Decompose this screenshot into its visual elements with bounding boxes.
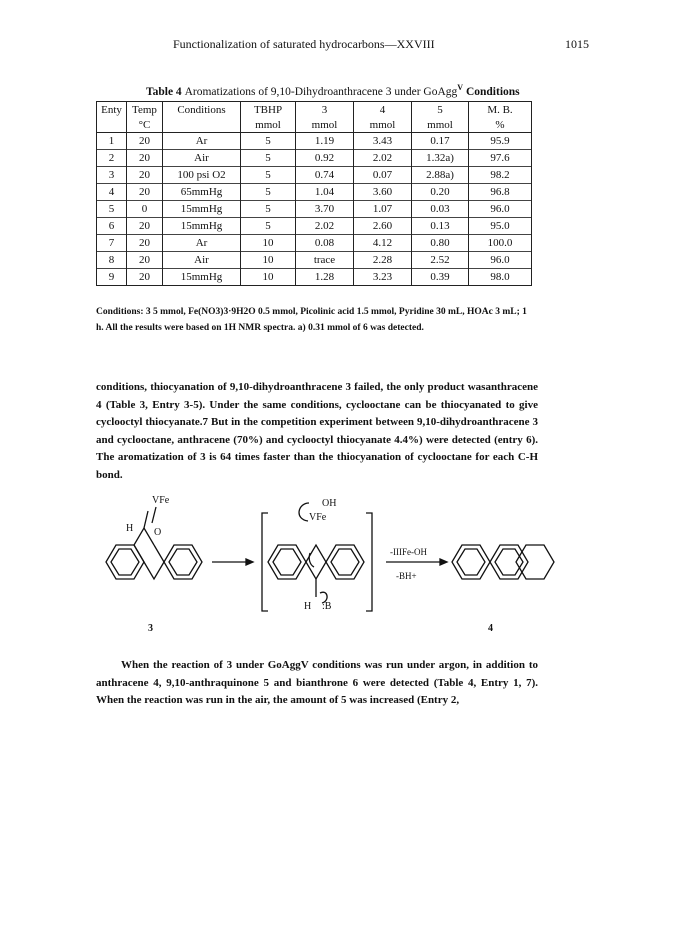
table-cell: 1.07 (354, 201, 412, 218)
table-row (97, 201, 532, 218)
header-cell: 3 (296, 102, 354, 118)
table-cell: 95.0 (469, 218, 532, 235)
h-label: H (126, 523, 134, 534)
table-cell: 1.04 (296, 184, 354, 201)
fe-label-top: VFe (152, 495, 170, 506)
reaction-scheme (96, 493, 556, 633)
table-cell: 0.13 (412, 218, 469, 235)
table-cell: 10 (241, 235, 296, 252)
header-unit-cell: mmol (354, 117, 412, 133)
table-cell: 1.19 (296, 133, 354, 150)
table-cell: Air (163, 150, 241, 167)
table-row (97, 218, 532, 235)
table-footnote: Conditions: 3 5 mmol, Fe(NO3)3·9H2O 0.5 mmol, Picolinic acid 1.5 mmol, Pyridine 30 mL, HOAc 3 mL; 1 h. All the results were based on 1H NMR spectra. a) 0.31 mmol of 6 was detected. (96, 307, 527, 333)
table-cell: 3.23 (354, 269, 412, 286)
header-cell: Enty (97, 102, 127, 118)
table-cell: 15mmHg (163, 201, 241, 218)
table-cell: 4.12 (354, 235, 412, 252)
anthracene-structure (452, 545, 554, 579)
bracket-left (262, 513, 268, 611)
header-unit-cell: °C (127, 117, 163, 133)
table-cell: 6 (97, 218, 127, 235)
table-cell: 3.43 (354, 133, 412, 150)
table-row (97, 133, 532, 150)
table-cell: 97.6 (469, 150, 532, 167)
table-row (97, 252, 532, 269)
fe-label-mid: VFe (309, 512, 327, 523)
reagent-bottom: -BH+ (396, 571, 417, 581)
table-row (97, 235, 532, 252)
table-cell: trace (296, 252, 354, 269)
table-cell: 2.88a) (412, 167, 469, 184)
body-paragraph-2: When the reaction of 3 under GoAggV conditions was run under argon, in addition to anthracene 4, 9,10-anthraquinone 5 and bianthrone 6 were detected (Table 4, Entry 1, 7). When the reaction was run in the air, the amount of 5 was increased (Entry 2, (96, 659, 538, 706)
base-label: :B (322, 601, 332, 612)
header-unit-cell: mmol (241, 117, 296, 133)
caption-text: Aromatizations of 9,10-Dihydroanthracene 3 under GoAgg (184, 86, 458, 98)
table-cell: Ar (163, 133, 241, 150)
table-cell: Ar (163, 235, 241, 252)
header-cell: Conditions (163, 102, 241, 118)
table-cell: 65mmHg (163, 184, 241, 201)
table-cell: 96.8 (469, 184, 532, 201)
table-cell: Air (163, 252, 241, 269)
compound-label-4: 4 (488, 623, 493, 633)
table-cell: 20 (127, 252, 163, 269)
table-cell: 20 (127, 184, 163, 201)
table-cell: 0.17 (412, 133, 469, 150)
caption-sup: V (457, 83, 464, 93)
table-cell: 98.2 (469, 167, 532, 184)
table-cell: 2 (97, 150, 127, 167)
table-cell: 0.20 (412, 184, 469, 201)
header-cell: 4 (354, 102, 412, 118)
table-cell: 1.32a) (412, 150, 469, 167)
reagent-top: -IIIFe-OH (390, 547, 427, 557)
table-cell: 2.60 (354, 218, 412, 235)
table-cell: 0.03 (412, 201, 469, 218)
table-cell: 0.08 (296, 235, 354, 252)
table-cell: 96.0 (469, 201, 532, 218)
table-row (97, 150, 532, 167)
table-cell: 2.02 (354, 150, 412, 167)
table-body (97, 133, 532, 286)
header-unit-cell (163, 117, 241, 133)
page-number: 1015 (565, 37, 589, 51)
table-cell: 20 (127, 269, 163, 286)
table-cell: 98.0 (469, 269, 532, 286)
table-cell: 15mmHg (163, 218, 241, 235)
table-cell: 20 (127, 133, 163, 150)
table-cell: 96.0 (469, 252, 532, 269)
dihydroanthracene-structure (106, 507, 202, 579)
table-caption (146, 83, 520, 98)
table-cell: 95.9 (469, 133, 532, 150)
header-unit-cell: % (469, 117, 532, 133)
table-cell: 3.60 (354, 184, 412, 201)
table-cell: 1 (97, 133, 127, 150)
table-row (97, 269, 532, 286)
bracket-right (366, 513, 372, 611)
table-cell: 20 (127, 218, 163, 235)
table-header-row-1 (97, 102, 532, 118)
table-cell: 2.52 (412, 252, 469, 269)
table-cell: 2.02 (296, 218, 354, 235)
table-cell: 7 (97, 235, 127, 252)
table-header-row-2 (97, 117, 532, 133)
table-cell: 3.70 (296, 201, 354, 218)
table-cell: 100 psi O2 (163, 167, 241, 184)
table-cell: 8 (97, 252, 127, 269)
header-unit-cell: mmol (412, 117, 469, 133)
table-cell: 15mmHg (163, 269, 241, 286)
compound-label-3: 3 (148, 623, 153, 633)
table-cell: 0.74 (296, 167, 354, 184)
header-unit-cell: mmol (296, 117, 354, 133)
table-cell: 10 (241, 252, 296, 269)
results-table (96, 101, 532, 286)
table-cell: 3 (97, 167, 127, 184)
table-cell: 20 (127, 167, 163, 184)
table-cell: 5 (241, 167, 296, 184)
table-cell: 0.92 (296, 150, 354, 167)
table-cell: 10 (241, 269, 296, 286)
table-cell: 5 (241, 218, 296, 235)
table-cell: 20 (127, 150, 163, 167)
table-cell: 5 (241, 201, 296, 218)
table-cell: 5 (241, 133, 296, 150)
table-row (97, 167, 532, 184)
table-cell: 0 (127, 201, 163, 218)
header-cell: M. B. (469, 102, 532, 118)
table-cell: 4 (97, 184, 127, 201)
h-label-bottom: H (304, 601, 312, 612)
oh-label: OH (322, 498, 337, 509)
table-cell: 0.07 (354, 167, 412, 184)
table-cell: 1.28 (296, 269, 354, 286)
table-cell: 0.39 (412, 269, 469, 286)
header-cell: Temp (127, 102, 163, 118)
running-title: Functionalization of saturated hydrocarbons—XXVIII (173, 37, 435, 51)
caption-label: Table 4 (146, 86, 182, 98)
header-cell: TBHP (241, 102, 296, 118)
table-cell: 5 (241, 184, 296, 201)
table-cell: 5 (241, 150, 296, 167)
table-cell: 5 (97, 201, 127, 218)
table-cell: 20 (127, 235, 163, 252)
body-paragraph-1: conditions, thiocyanation of 9,10-dihydroanthracene 3 failed, the only product wasanthracene 4 (Table 3, Entry 3-5). Under the same conditions, cyclooctane can be thiocyanated to give cyclooctyl thiocyanate.7 But in the competition experiment between 9,10-dihydroanthracene 3 and cyclooctane, anthracene (70%) and cyclooctyl thiocyanate 4.4%) were detected (entry 6). The aromatization of 3 is 64 times faster than the thiocyanation of cyclooctane for each C-H bond. (96, 381, 538, 481)
header-cell: 5 (412, 102, 469, 118)
table-cell: 100.0 (469, 235, 532, 252)
table-row (97, 184, 532, 201)
table-cell: 0.80 (412, 235, 469, 252)
table-cell: 9 (97, 269, 127, 286)
header-unit-cell (97, 117, 127, 133)
caption-end: Conditions (465, 86, 520, 98)
table-cell: 2.28 (354, 252, 412, 269)
o-label: O (154, 527, 162, 538)
